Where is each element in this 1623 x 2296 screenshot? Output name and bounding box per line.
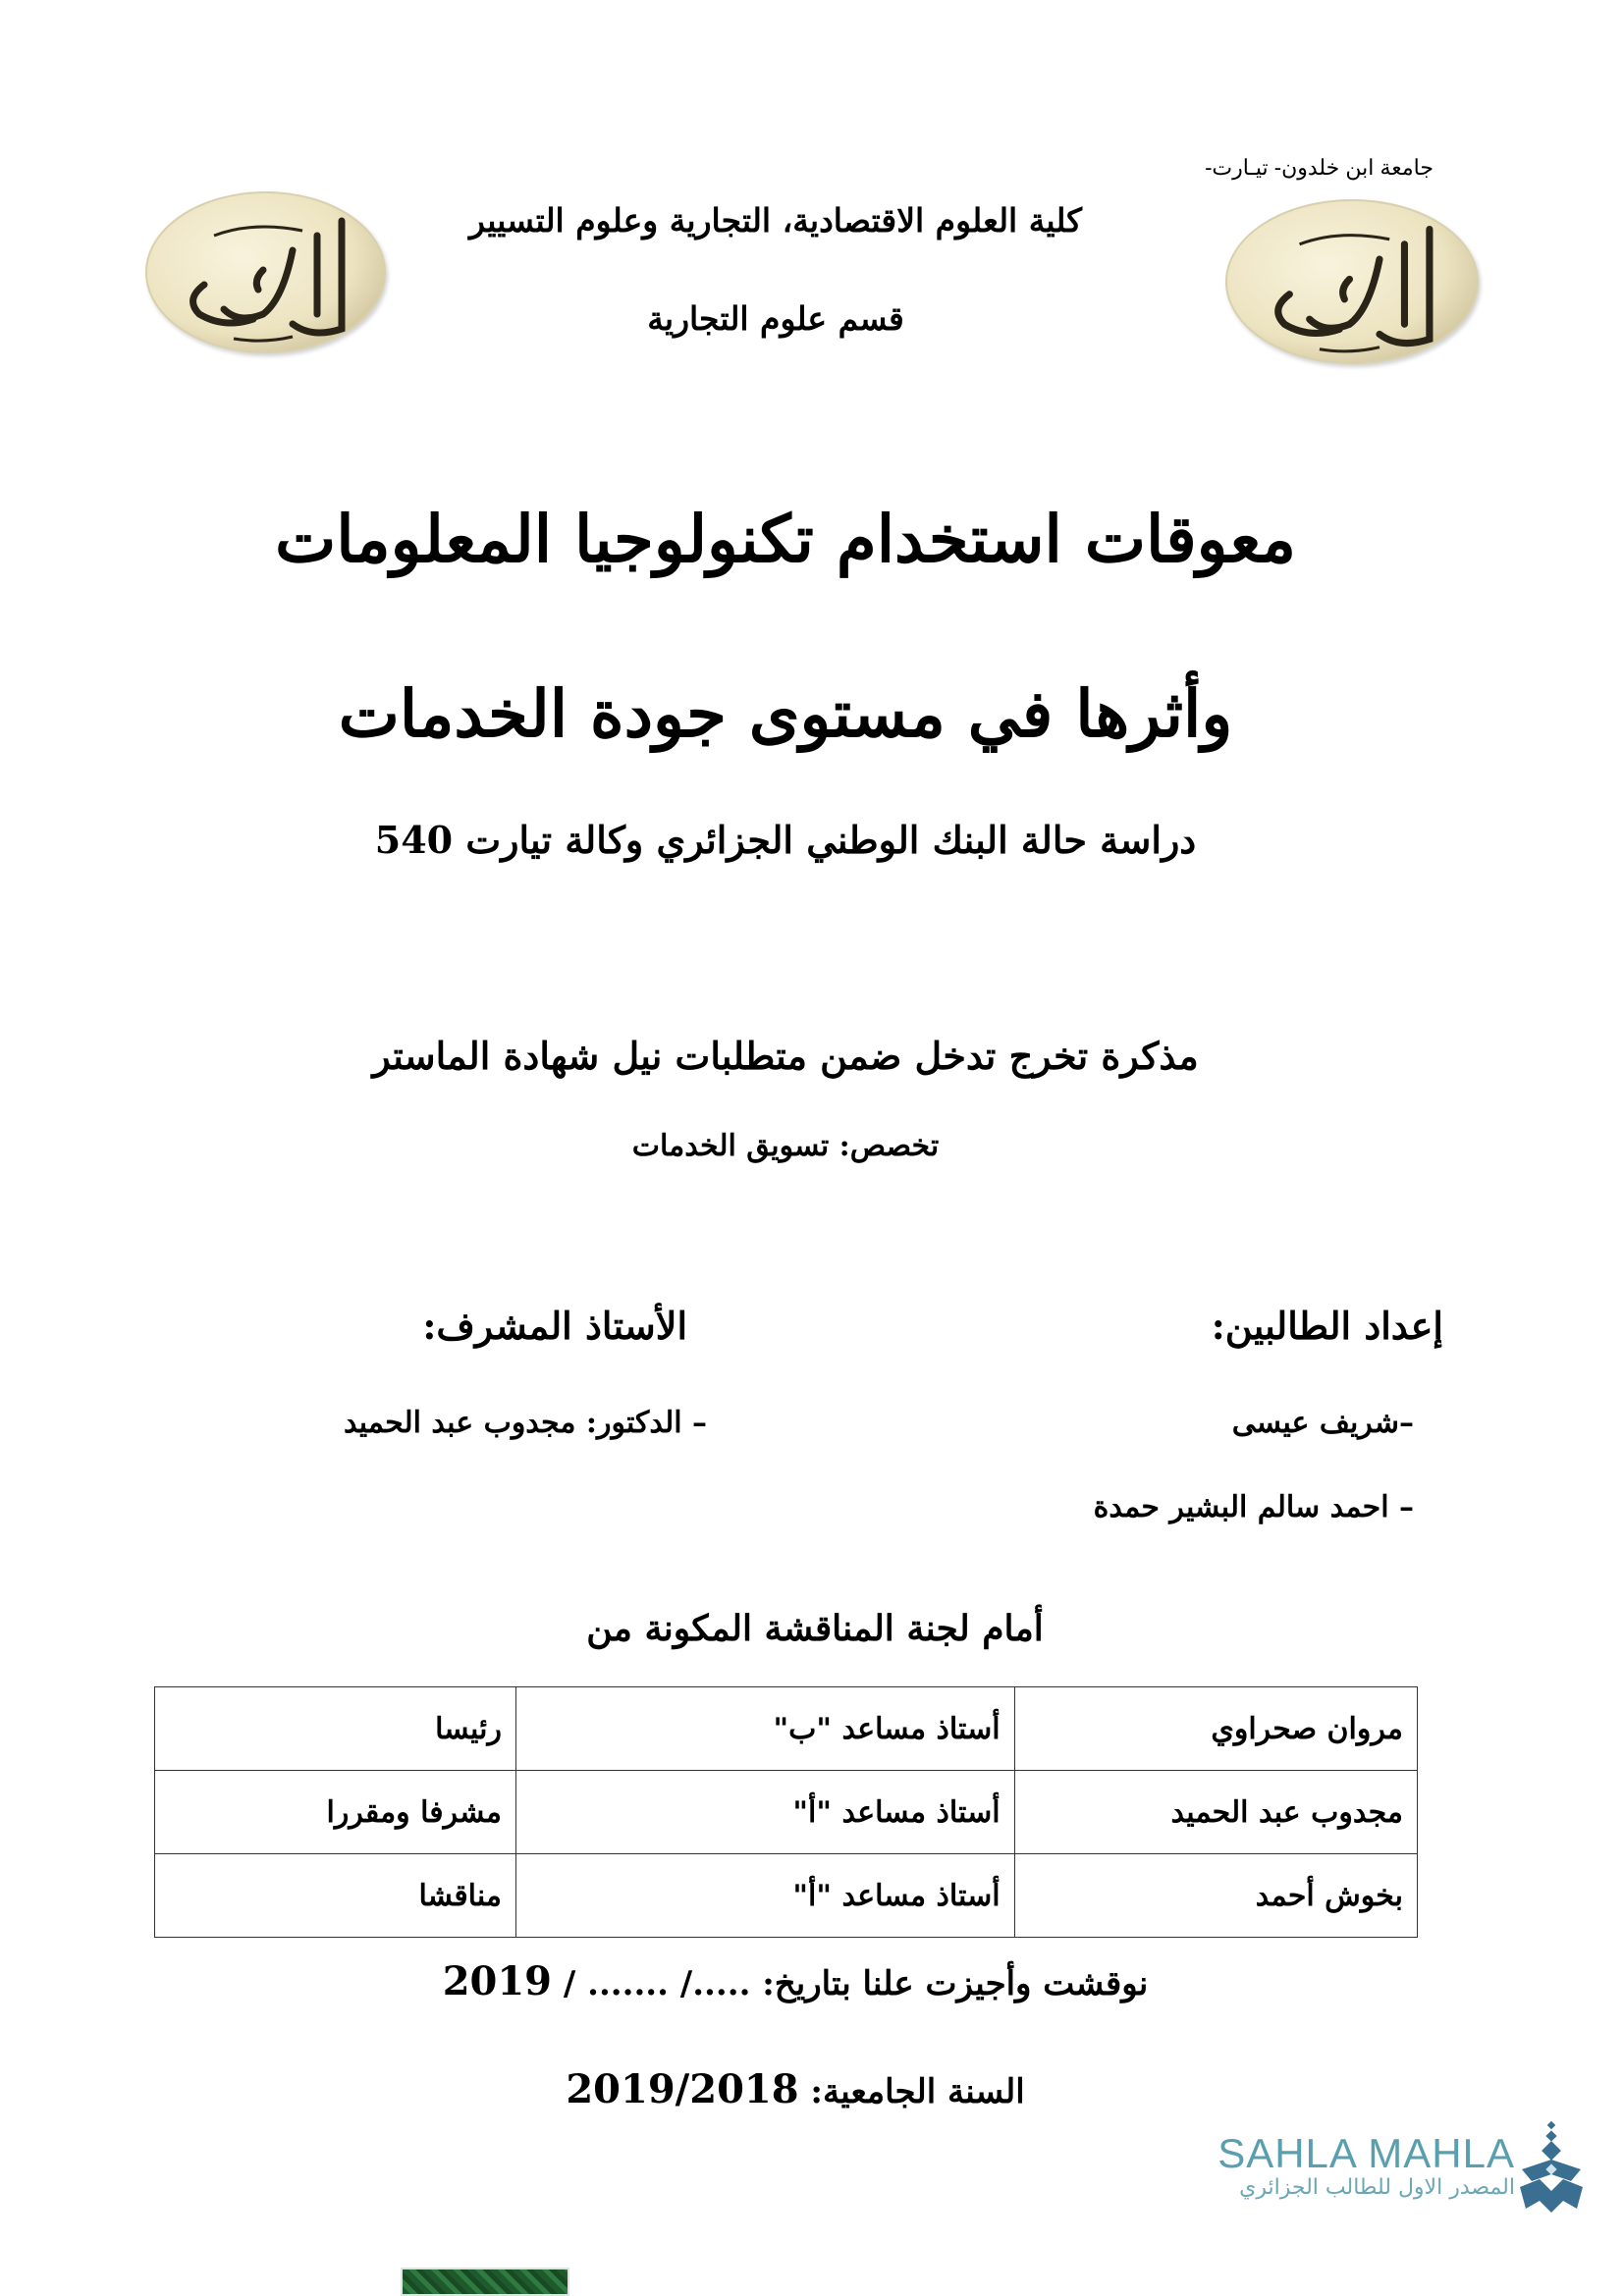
calligraphy-emblem-icon bbox=[145, 191, 386, 353]
department-name: قسم علوم التجارية bbox=[647, 299, 904, 338]
defense-date bbox=[393, 1958, 1198, 2004]
students-heading: إعداد الطالبين: bbox=[1211, 1304, 1443, 1348]
jury-member-rank: أستاذ مساعد "ب" bbox=[515, 1687, 1014, 1771]
table-row bbox=[155, 1687, 1418, 1771]
academic-year bbox=[412, 2066, 1178, 2112]
sahla-mahla-emblem-icon bbox=[1512, 2120, 1591, 2218]
jury-member-rank: أستاذ مساعد "أ" bbox=[515, 1854, 1014, 1938]
university-logo-left bbox=[145, 191, 386, 353]
cover-image-fragment bbox=[401, 2268, 569, 2296]
defense-year: 2019 bbox=[442, 1958, 553, 2004]
defense-date-label: نوقشت وأجيزت علنا بتاريخ: ...../ ....... / bbox=[552, 1964, 1149, 2003]
university-name: جامعة ابن خلدون- تيـارت- bbox=[1205, 155, 1434, 180]
sahla-mahla-watermark bbox=[1134, 2120, 1605, 2218]
academic-year-value: 2019/2018 bbox=[566, 2066, 799, 2112]
jury-member-role: مناقشا bbox=[155, 1854, 516, 1938]
jury-table bbox=[154, 1686, 1418, 1938]
calligraphy-emblem-icon bbox=[1225, 199, 1479, 364]
jury-member-rank: أستاذ مساعد "أ" bbox=[515, 1771, 1014, 1854]
supervisor-name: – الدكتور: مجدوب عبد الحميد bbox=[344, 1406, 707, 1440]
jury-member-role: مشرفا ومقررا bbox=[155, 1771, 516, 1854]
specialization: تخصص: تسويق الخدمات bbox=[631, 1129, 940, 1163]
jury-member-name: مروان صحراوي bbox=[1014, 1687, 1417, 1771]
thesis-title-line-1: معوقات استخدام تكنولوجيا المعلومات bbox=[275, 501, 1296, 577]
academic-year-label: السنة الجامعية: bbox=[798, 2072, 1025, 2111]
table-row bbox=[155, 1771, 1418, 1854]
faculty-name: كلية العلوم الاقتصادية، التجارية وعلوم التسيير bbox=[468, 201, 1083, 240]
watermark-tagline: المصدر الاول للطالب الجزائري bbox=[1239, 2175, 1515, 2200]
case-study-subtitle: دراسة حالة البنك الوطني الجزائري وكالة تيارت 540 bbox=[374, 818, 1197, 862]
supervisor-heading: الأستاذ المشرف: bbox=[422, 1304, 687, 1348]
table-row bbox=[155, 1854, 1418, 1938]
jury-member-name: مجدوب عبد الحميد bbox=[1014, 1771, 1417, 1854]
university-logo-right bbox=[1225, 199, 1479, 364]
watermark-brand: SAHLA MAHLA bbox=[1217, 2130, 1515, 2176]
student-name: – احمد سالم البشير حمدة bbox=[1093, 1490, 1414, 1524]
jury-heading: أمام لجنة المناقشة المكونة من bbox=[586, 1608, 1044, 1649]
thesis-title-line-2: وأثرها في مستوى جودة الخدمات bbox=[338, 675, 1233, 752]
student-name: –شريف عيسى bbox=[1231, 1406, 1414, 1440]
jury-member-role: رئيسا bbox=[155, 1687, 516, 1771]
jury-member-name: بخوش أحمد bbox=[1014, 1854, 1417, 1938]
thesis-statement: مذكرة تخرج تدخل ضمن متطلبات نيل شهادة الماستر bbox=[372, 1034, 1199, 1078]
